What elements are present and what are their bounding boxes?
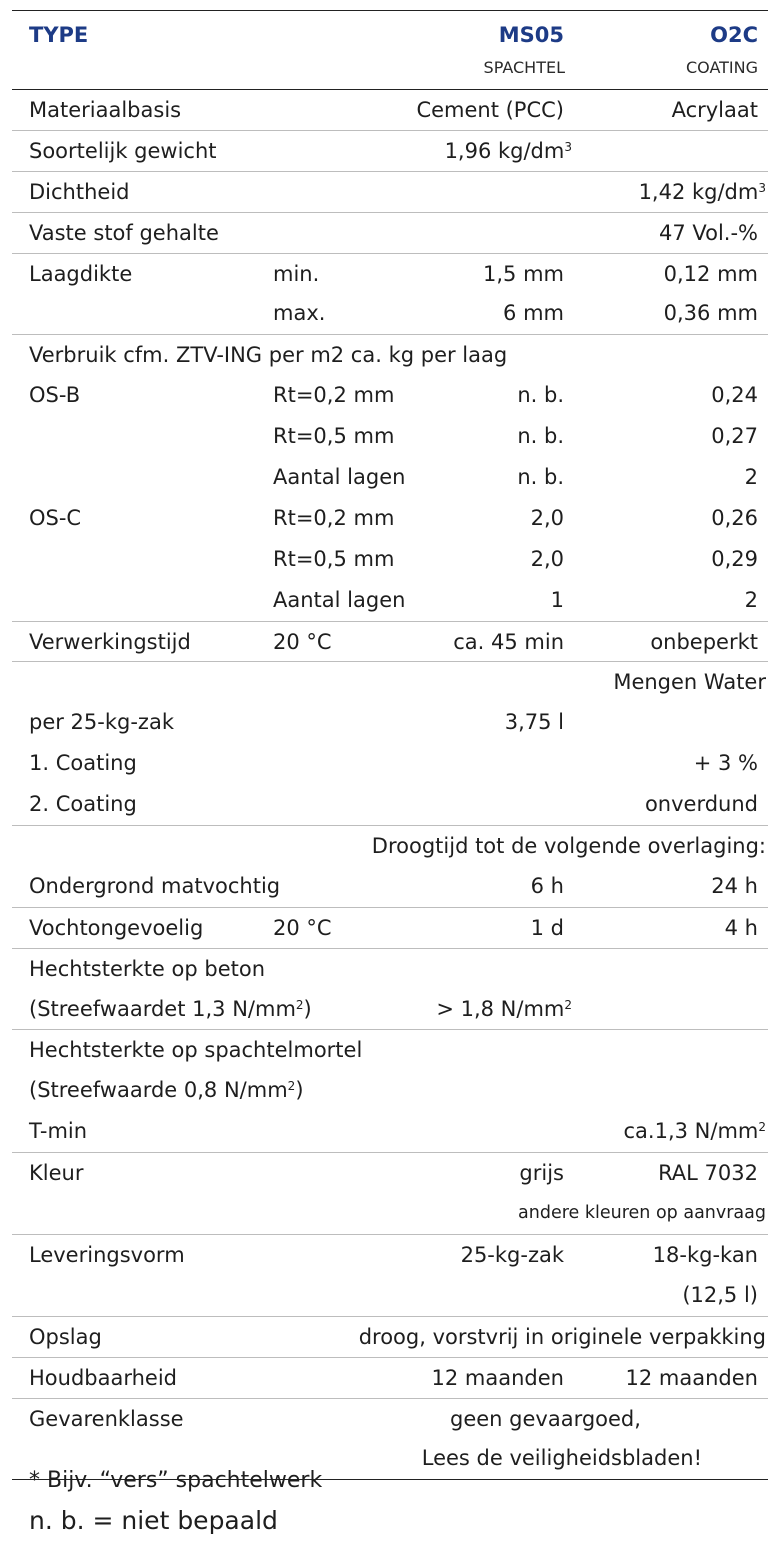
row-kleur (12, 1152, 768, 1193)
ms05-value: > 1,8 $N/mm^2$ (436, 996, 572, 1021)
row-mengen-coating2 (12, 784, 768, 825)
condition-label: max. (273, 301, 326, 326)
ms05-value: 1,96 $kg/dm^3$ (444, 138, 572, 163)
row-droogtijd-title (12, 825, 768, 866)
row-dichtheid (12, 171, 768, 212)
ms05-heading: MS05 (498, 23, 564, 47)
condition-label: Rt=0,5 mm (273, 546, 395, 571)
ms05-value: Cement (PCC) (416, 98, 564, 122)
condition-label: 20 °C (273, 629, 332, 654)
o2c-value: 18-kg-kan (652, 1242, 758, 1267)
row-label: Ondergrond matvochtig (29, 873, 281, 898)
o2c-value: (12,5 l) (682, 1282, 758, 1307)
o2c-value: onbeperkt (650, 629, 758, 654)
row-label: Hechtsterkte op spachtelmortel (29, 1038, 363, 1063)
ms05-value: n. b. (517, 465, 564, 490)
row-mengen-title (12, 661, 768, 702)
row-label: Vochtongevoelig (29, 915, 204, 940)
spec-table (12, 10, 768, 1480)
row-leveringsvorm-2 (12, 1275, 768, 1316)
row-osb-aantal (12, 457, 768, 498)
row-label: per 25-kg-zak (29, 710, 174, 735)
ms05-value: 1,5 mm (483, 261, 564, 286)
row-osb-rt05 (12, 416, 768, 457)
row-label: Verwerkingstijd (29, 629, 191, 654)
condition-label: Aantal lagen (273, 465, 406, 490)
row-label: Houdbaarheid (29, 1365, 178, 1390)
o2c-value: 2 (744, 587, 758, 612)
o2c-value: 0,27 (711, 424, 758, 449)
row-tmin (12, 1111, 768, 1152)
table-header (12, 10, 768, 89)
row-soortelijk-gewicht (12, 130, 768, 171)
row-label: Gevarenklasse (29, 1406, 184, 1431)
condition-label: Rt=0,5 mm (273, 424, 395, 449)
row-label: Kleur (29, 1161, 84, 1186)
row-osc-rt05 (12, 539, 768, 580)
ms05-value: 2,0 (530, 505, 564, 530)
row-materiaalbasis (12, 89, 768, 130)
ms05-subheading: SPACHTEL (483, 58, 565, 77)
condition-label: Rt=0,2 mm (273, 505, 395, 530)
o2c-value: 1,42 $kg/dm^3$ (638, 179, 766, 204)
ms05-value: 1 d (530, 915, 564, 940)
section-title: Verbruik cfm. ZTV-ING per m2 ca. kg per laag (29, 343, 508, 368)
row-label: 2. Coating (29, 792, 137, 817)
ms05-value: 12 maanden (431, 1365, 564, 1390)
ms05-value: n. b. (517, 424, 564, 449)
ms05-value: 3,75 l (504, 710, 564, 735)
ms05-value: 1 (550, 587, 564, 612)
section-title: Droogtijd tot de volgende overlaging: (371, 834, 766, 859)
row-label: OS-C (29, 505, 82, 530)
row-label: Vaste stof gehalte (29, 220, 219, 245)
condition-label: 20 °C (273, 915, 332, 940)
row-gevarenklasse (12, 1398, 768, 1439)
row-mengen-coating1 (12, 743, 768, 784)
row-hechtsterkte-spachtel (12, 1029, 768, 1070)
row-verbruik-title (12, 334, 768, 375)
o2c-value: 12 maanden (625, 1365, 758, 1390)
target-value: (Streefwaardet 1,3 $N/mm^2$) (29, 996, 312, 1021)
condition-label: min. (273, 261, 320, 286)
section-title: Mengen Water (613, 670, 766, 695)
ms05-value: ca. 45 min (453, 629, 564, 654)
row-osc-aantal (12, 580, 768, 621)
o2c-value: + 3 % (693, 751, 758, 776)
row-laagdikte-max (12, 293, 768, 334)
condition-label: Aantal lagen (273, 587, 406, 612)
ms05-value: n. b. (517, 383, 564, 408)
o2c-value: 47 Vol.-% (658, 220, 758, 245)
row-vochtongevoelig (12, 907, 768, 948)
row-houdbaarheid (12, 1357, 768, 1398)
row-hechtsterkte-spachtel-target (12, 1070, 768, 1111)
ms05-value: 6 h (530, 873, 564, 898)
o2c-value: 2 (744, 465, 758, 490)
row-label: Opslag (29, 1324, 102, 1349)
hazard-value: geen gevaargoed, (450, 1406, 641, 1431)
o2c-value: 0,12 mm (663, 261, 758, 286)
o2c-value: 0,26 (711, 505, 758, 530)
footnote-vers: * Bijv. “vers” spachtelwerk (29, 1468, 323, 1493)
o2c-value: Acrylaat (671, 98, 758, 122)
row-opslag (12, 1316, 768, 1357)
row-hechtsterkte-beton-value (12, 989, 768, 1030)
o2c-value: ca.1,3 $N/mm^2$ (623, 1119, 766, 1144)
row-label: Soortelijk gewicht (29, 138, 217, 163)
row-label: OS-B (29, 383, 81, 408)
target-value: (Streefwaarde 0,8 $N/mm^2$) (29, 1078, 304, 1103)
row-label: Laagdikte (29, 261, 133, 286)
row-label: 1. Coating (29, 751, 137, 776)
ms05-value: grijs (519, 1161, 564, 1186)
row-label: Dichtheid (29, 179, 130, 204)
storage-value: droog, vorstvrij in originele verpakking (358, 1324, 766, 1349)
row-hechtsterkte-beton (12, 948, 768, 989)
row-kleur-note (12, 1193, 768, 1234)
row-ondergrond (12, 866, 768, 907)
row-label: Hechtsterkte op beton (29, 956, 266, 981)
o2c-value: 0,29 (711, 546, 758, 571)
ms05-value: 2,0 (530, 546, 564, 571)
row-label: Materiaalbasis (29, 98, 182, 122)
o2c-value: 24 h (711, 873, 758, 898)
hazard-note: Lees de veiligheidsbladen! (421, 1446, 702, 1471)
row-mengen-zak (12, 702, 768, 743)
o2c-value: onverdund (644, 792, 758, 817)
o2c-value: 0,36 mm (663, 301, 758, 326)
color-note: andere kleuren op aanvraag (518, 1203, 766, 1224)
condition-label: Rt=0,2 mm (273, 383, 395, 408)
row-osb-rt02 (12, 375, 768, 416)
type-heading: TYPE (29, 23, 89, 47)
row-verwerkingstijd (12, 621, 768, 662)
o2c-value: 4 h (724, 915, 758, 940)
o2c-value: RAL 7032 (658, 1161, 758, 1186)
o2c-value: 0,24 (711, 383, 758, 408)
row-leveringsvorm (12, 1234, 768, 1275)
footnote-nb: n. b. = niet bepaald (29, 1506, 278, 1535)
o2c-heading: O2C (710, 23, 758, 47)
ms05-value: 25-kg-zak (460, 1242, 564, 1267)
row-osc-rt02 (12, 498, 768, 539)
row-laagdikte-min (12, 253, 768, 294)
o2c-subheading: COATING (685, 58, 758, 77)
ms05-value: 6 mm (503, 301, 564, 326)
row-label: T-min (29, 1119, 88, 1144)
row-label: Leveringsvorm (29, 1242, 185, 1267)
row-vaste-stof (12, 212, 768, 253)
